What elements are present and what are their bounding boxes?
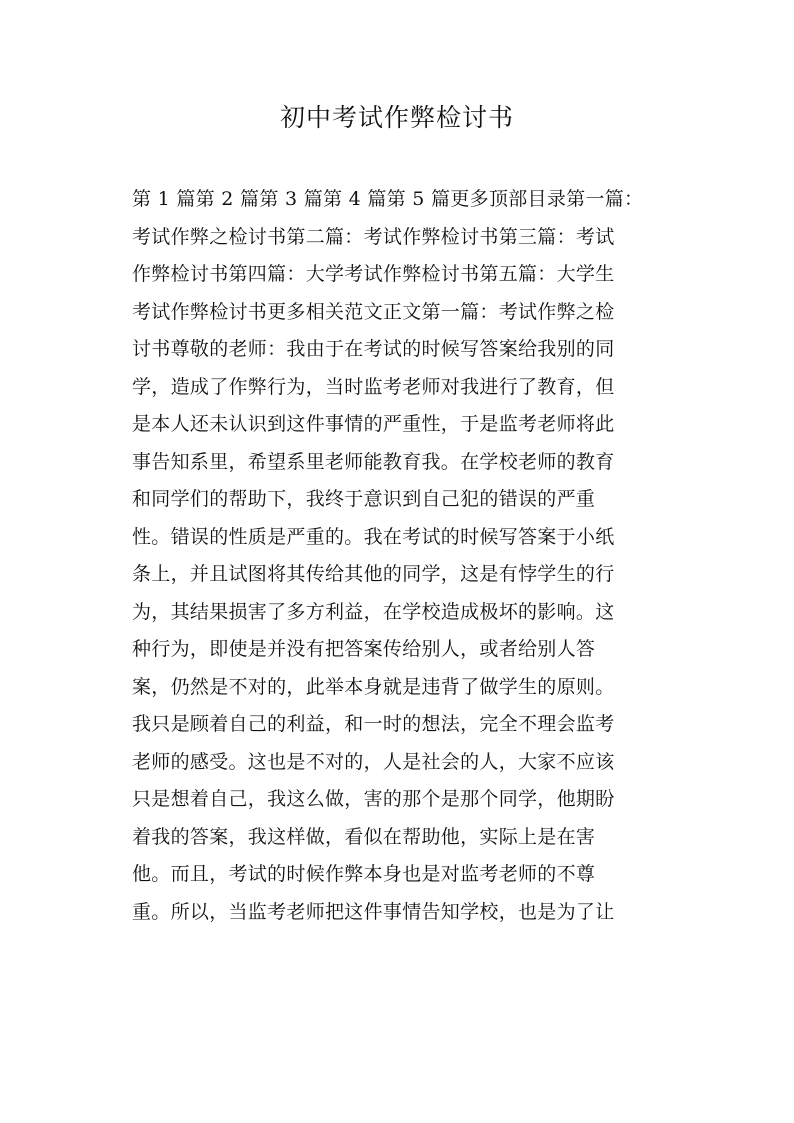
body-line: 第 1 篇第 2 篇第 3 篇第 4 篇第 5 篇更多顶部目录第一篇：: [132, 188, 644, 210]
body-line: 考试作弊之检讨书第二篇：考试作弊检讨书第三篇：考试: [132, 225, 615, 248]
body-line: 学，造成了作弊行为，当时监考老师对我进行了教育，但: [132, 375, 615, 398]
body-line: 是本人还未认识到这件事情的严重性，于是监考老师将此: [132, 413, 615, 435]
body-line: 我只是顾着自己的利益，和一时的想法，完全不理会监考: [132, 713, 615, 735]
body-line: 为，其结果损害了多方利益，在学校造成极坏的影响。这: [132, 600, 615, 623]
body-line: 考试作弊检讨书更多相关范文正文第一篇：考试作弊之检: [132, 300, 615, 323]
body-line: 事告知系里，希望系里老师能教育我。在学校老师的教育: [132, 450, 615, 473]
document-title: 初中考试作弊检讨书: [279, 103, 514, 132]
body-line: 案，仍然是不对的，此举本身就是违背了做学生的原则。: [132, 675, 615, 698]
body-line: 作弊检讨书第四篇：大学考试作弊检讨书第五篇：大学生: [132, 263, 615, 285]
body-line: 老师的感受。这也是不对的，人是社会的人，大家不应该: [132, 750, 615, 773]
body-line: 和同学们的帮助下，我终于意识到自己犯的错误的严重: [132, 488, 596, 510]
body-line: 只是想着自己，我这么做，害的那个是那个同学，他期盼: [132, 788, 615, 810]
body-line: 讨书尊敬的老师：我由于在考试的时候写答案给我别的同: [132, 338, 615, 360]
body-line: 他。而且，考试的时候作弊本身也是对监考老师的不尊: [132, 863, 596, 885]
body-line: 条上，并且试图将其传给其他的同学，这是有悖学生的行: [132, 563, 615, 585]
body-line: 着我的答案，我这样做，看似在帮助他，实际上是在害: [132, 825, 596, 848]
body-line: 性。错误的性质是严重的。我在考试的时候写答案于小纸: [132, 525, 615, 548]
document-body: [132, 181, 672, 931]
body-line: 重。所以，当监考老师把这件事情告知学校，也是为了让: [132, 900, 615, 923]
body-line: 种行为，即使是并没有把答案传给别人，或者给别人答: [132, 638, 596, 660]
